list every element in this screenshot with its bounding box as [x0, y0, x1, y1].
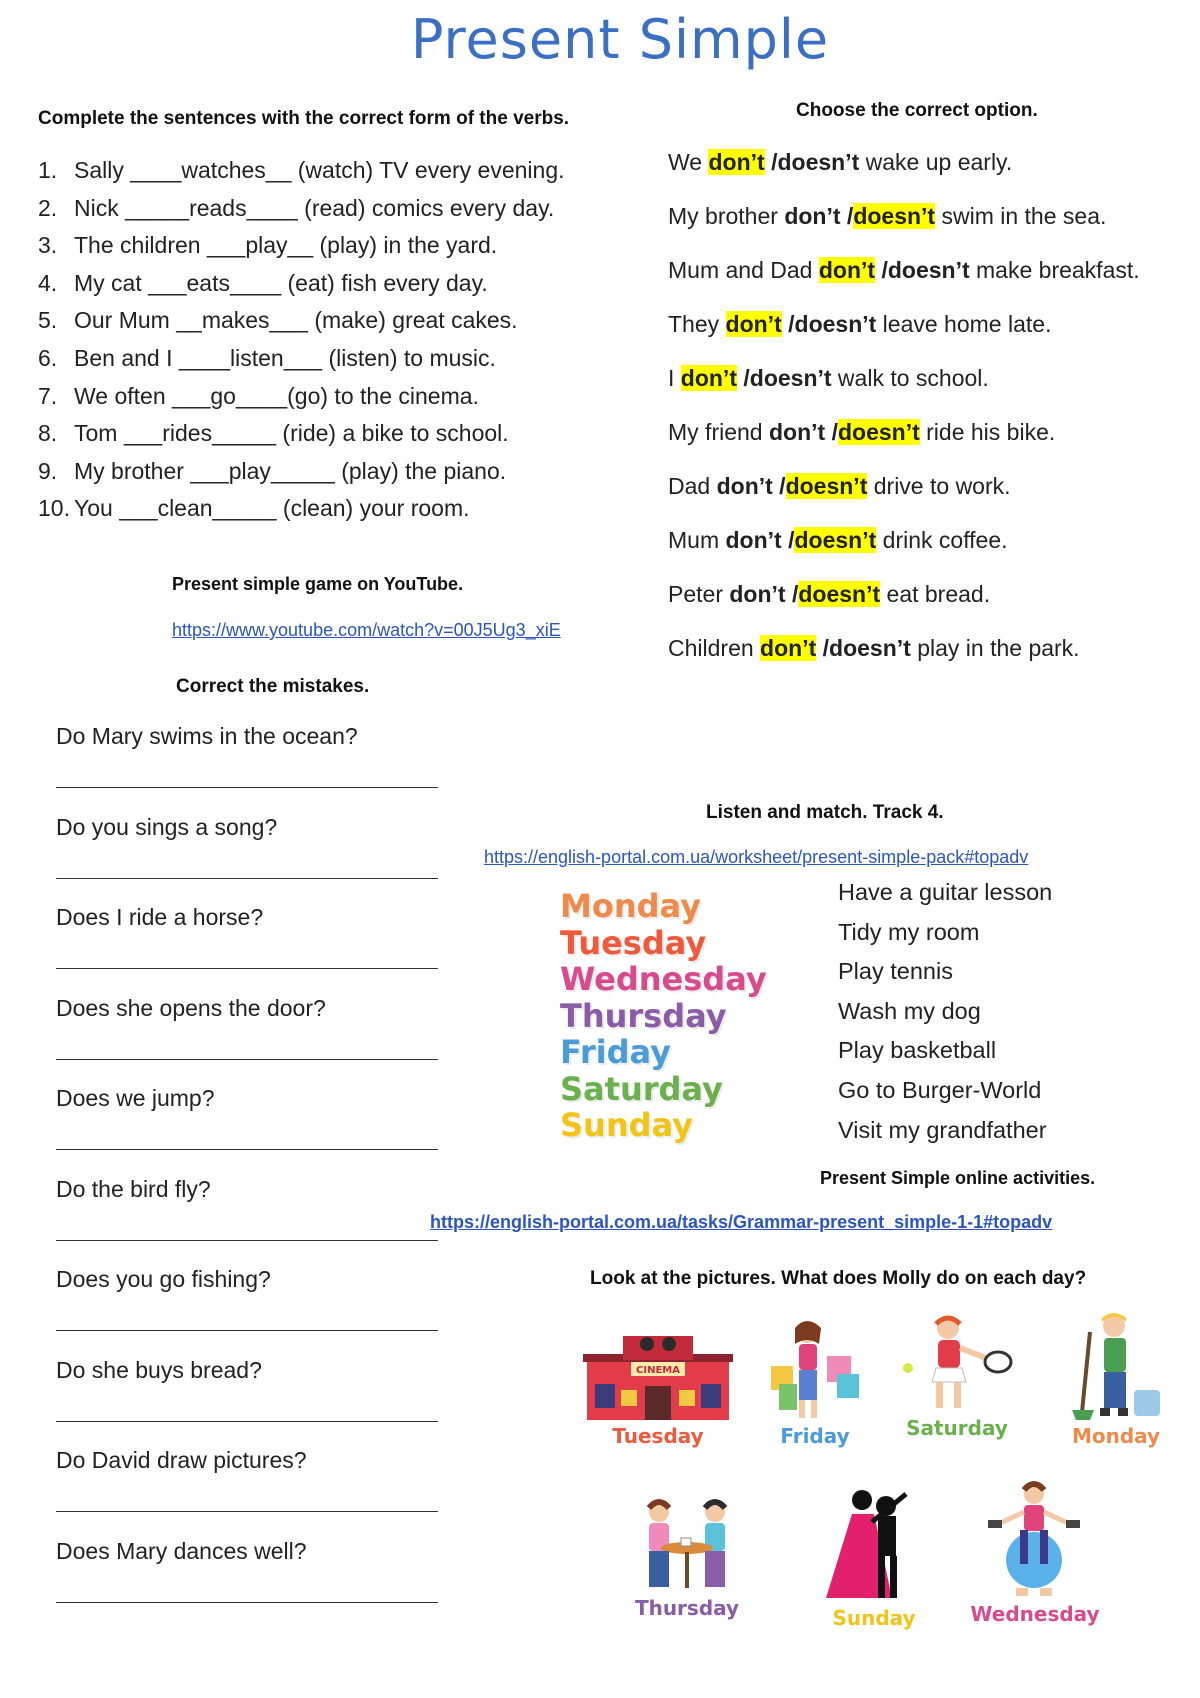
exercise2-item: [668, 575, 1188, 613]
option-dont[interactable]: don’t: [760, 635, 817, 661]
option-dont[interactable]: don’t: [784, 203, 841, 229]
sentence-end: eat bread.: [880, 581, 991, 607]
exercise2-item: [668, 197, 1188, 235]
cinema-icon: [583, 1330, 733, 1422]
dancing-couple-icon: [822, 1486, 926, 1604]
answer-line[interactable]: [56, 1124, 438, 1150]
exercise2-item: [668, 251, 1188, 289]
exercise2-heading: Choose the correct option.: [796, 100, 1038, 121]
picture-wednesday: [970, 1480, 1100, 1626]
option-dont[interactable]: don’t: [725, 311, 782, 337]
sentence-end: wake up early.: [859, 149, 1013, 175]
option-dont[interactable]: don’t: [729, 581, 786, 607]
mistake-question: Does Mary dances well?: [56, 1537, 307, 1564]
answer-line[interactable]: [56, 1305, 438, 1331]
exercise1-item: 2. Nick _____reads____ (read) comics every day.: [38, 194, 555, 221]
days-of-week-list: [560, 888, 767, 1144]
answer-line[interactable]: [56, 943, 438, 969]
activity-item: Play tennis: [838, 958, 953, 985]
exercise1-item: 4. My cat ___eats____ (eat) fish every day.: [38, 269, 488, 296]
exercise2-item: [668, 413, 1188, 451]
option-dont[interactable]: don’t: [716, 473, 773, 499]
option-separator: /: [772, 473, 786, 499]
option-separator: /: [840, 203, 854, 229]
day-label: Wednesday: [560, 960, 767, 998]
listen-heading: Listen and match. Track 4.: [706, 802, 944, 823]
exercise3-heading: Correct the mistakes.: [176, 676, 370, 697]
picture-monday: [1058, 1312, 1174, 1448]
activity-item: Go to Burger-World: [838, 1076, 1042, 1103]
exercise2-item: [668, 467, 1188, 505]
sentence-start: Mum and Dad: [668, 257, 819, 283]
option-doesnt[interactable]: doesn’t: [798, 581, 881, 607]
option-separator: /: [785, 581, 799, 607]
option-doesnt[interactable]: doesn’t: [749, 365, 832, 391]
mistake-question: Do Mary swims in the ocean?: [56, 723, 358, 749]
mistake-question: Do you sings a song?: [56, 813, 278, 840]
mistake-item: [56, 1259, 436, 1350]
picture-label: Thursday: [634, 1596, 740, 1620]
page-title: Present Simple: [410, 8, 830, 71]
option-doesnt[interactable]: doesn’t: [794, 527, 877, 553]
sentence-start: I: [668, 365, 681, 391]
pictures-heading: Look at the pictures. What does Molly do on each day?: [590, 1268, 1087, 1289]
option-doesnt[interactable]: doesn’t: [837, 419, 920, 445]
picture-label: Sunday: [832, 1606, 916, 1630]
tennis-player-icon: [900, 1312, 1014, 1414]
picture-label: Wednesday: [970, 1602, 1100, 1626]
picture-thursday: [622, 1496, 752, 1620]
option-dont[interactable]: don’t: [725, 527, 782, 553]
sentence-start: Children: [668, 635, 761, 661]
answer-line[interactable]: [56, 762, 438, 788]
option-dont[interactable]: don’t: [768, 419, 826, 445]
sentence-start: They: [668, 311, 726, 337]
mistake-item: [56, 1350, 436, 1441]
exercise1-item: 8. Tom ___rides_____ (ride) a bike to school.: [38, 420, 509, 447]
worksheet-link[interactable]: https://english-portal.com.ua/worksheet/present-simple-pack#topadv: [484, 847, 1029, 867]
day-label: Thursday: [560, 996, 727, 1035]
mistake-item: [56, 716, 436, 807]
option-separator: /: [781, 311, 795, 337]
sentence-end: ride his bike.: [919, 419, 1056, 445]
exercise1-heading: Complete the sentences with the correct form of the verbs.: [38, 108, 570, 129]
mistake-question: Do she buys bread?: [56, 1356, 262, 1383]
option-separator: /: [825, 419, 838, 445]
mistake-item: [56, 1440, 436, 1531]
picture-saturday: [898, 1312, 1016, 1440]
sentence-end: swim in the sea.: [935, 203, 1107, 229]
sentence-end: walk to school.: [831, 365, 989, 391]
option-doesnt[interactable]: doesn’t: [794, 311, 877, 337]
exercise2-block: [668, 143, 1188, 683]
picture-label: Friday: [780, 1424, 850, 1448]
activity-item: Have a guitar lesson: [838, 879, 1053, 905]
sentence-end: drink coffee.: [876, 527, 1008, 553]
sentence-end: leave home late.: [876, 311, 1052, 337]
exercise3-list: [56, 716, 436, 1621]
day-label: Friday: [560, 1033, 671, 1071]
youtube-link[interactable]: https://www.youtube.com/watch?v=00J5Ug3_xiE: [172, 620, 561, 640]
shopping-girl-icon: [765, 1318, 865, 1422]
exercise1-item: 7. We often ___go____(go) to the cinema.: [38, 382, 479, 409]
exercise1-item: 10. You ___clean_____ (clean) your room.: [38, 495, 470, 522]
activity-item: Play basketball: [838, 1037, 997, 1064]
picture-sunday: [814, 1486, 934, 1630]
option-separator: /: [781, 527, 795, 553]
sentence-start: My friend: [668, 419, 769, 445]
mistake-item: [56, 897, 436, 988]
exercise2-item: [668, 143, 1188, 181]
mistake-question: Does she opens the door?: [56, 994, 326, 1021]
sentence-start: Peter: [668, 581, 730, 607]
sentence-end: make breakfast.: [969, 257, 1140, 283]
activity-item: Wash my dog: [838, 997, 981, 1024]
sentence-start: We: [668, 149, 709, 175]
exercise1-item: 3. The children ___play__ (play) in the yard.: [38, 232, 498, 259]
mistake-item: [56, 1169, 436, 1260]
exercise2-item: [668, 359, 1188, 397]
option-dont[interactable]: don’t: [680, 365, 737, 391]
option-doesnt[interactable]: doesn’t: [777, 149, 860, 175]
mistake-item: [56, 988, 436, 1079]
picture-label: Monday: [1071, 1424, 1161, 1448]
answer-line[interactable]: [56, 853, 438, 879]
option-dont[interactable]: don’t: [818, 257, 876, 283]
fitness-girl-icon: [980, 1480, 1090, 1600]
mistake-item: [56, 807, 436, 898]
day-label: Tuesday: [560, 923, 707, 962]
sentence-start: My brother: [668, 203, 785, 229]
online-heading: Present Simple online activities.: [820, 1168, 1096, 1188]
picture-label: Saturday: [906, 1416, 1008, 1440]
picture-label: Tuesday: [612, 1424, 704, 1448]
option-separator: /: [875, 257, 888, 283]
game-heading: Present simple game on YouTube.: [172, 574, 464, 594]
option-separator: /: [816, 635, 830, 661]
activity-item: Tidy my room: [838, 918, 980, 945]
answer-line[interactable]: [56, 1577, 438, 1603]
exercise1-item: 6. Ben and I ____listen___ (listen) to music.: [38, 344, 496, 371]
mistake-item: [56, 1078, 436, 1169]
day-label: Sunday: [560, 1106, 693, 1144]
option-doesnt[interactable]: doesn’t: [887, 257, 970, 283]
option-dont[interactable]: don’t: [708, 149, 765, 175]
online-activities-link[interactable]: https://english-portal.com.ua/tasks/Grammar-present_simple-1-1#topadv: [430, 1212, 1053, 1232]
mistake-item: [56, 1531, 436, 1622]
option-doesnt[interactable]: doesn’t: [785, 473, 868, 499]
activities-list: [838, 873, 1052, 1150]
answer-line[interactable]: [56, 1396, 438, 1422]
mistake-question: Do the bird fly?: [56, 1175, 211, 1202]
day-label: Saturday: [560, 1069, 723, 1108]
exercise1-list: [38, 152, 648, 528]
exercise1-block: [38, 152, 648, 528]
exercise2-item: [668, 629, 1188, 667]
picture-friday: [760, 1318, 870, 1448]
option-separator: /: [764, 149, 778, 175]
option-doesnt[interactable]: doesn’t: [853, 203, 936, 229]
friends-cafe-icon: [631, 1496, 743, 1594]
exercise2-item: [668, 305, 1188, 343]
activity-item: Visit my grandfather: [838, 1116, 1047, 1143]
cleaning-man-icon: [1064, 1312, 1168, 1422]
picture-tuesday: [578, 1330, 738, 1448]
exercise2-item: [668, 521, 1188, 559]
sentence-start: Dad: [668, 473, 717, 499]
exercise1-item: 9. My brother ___play_____ (play) the piano.: [38, 457, 507, 484]
answer-line[interactable]: [56, 1034, 438, 1060]
sentence-end: play in the park.: [910, 635, 1080, 661]
answer-line[interactable]: [56, 1215, 438, 1241]
mistake-question: Does you go fishing?: [56, 1266, 271, 1292]
sentence-start: Mum: [668, 527, 726, 553]
exercise1-item: 5. Our Mum __makes___ (make) great cakes.: [38, 307, 518, 334]
exercise1-item: 1. Sally ____watches__ (watch) TV every evening.: [38, 157, 565, 183]
option-separator: /: [736, 365, 750, 391]
mistake-question: Does I ride a horse?: [56, 904, 264, 930]
answer-line[interactable]: [56, 1486, 438, 1512]
option-doesnt[interactable]: doesn’t: [829, 635, 911, 661]
sentence-end: drive to work.: [867, 473, 1011, 499]
day-label: Monday: [560, 887, 701, 925]
mistake-question: Does we jump?: [56, 1085, 215, 1111]
mistake-question: Do David draw pictures?: [56, 1447, 307, 1473]
svg-text:CINEMA: CINEMA: [636, 1365, 680, 1376]
